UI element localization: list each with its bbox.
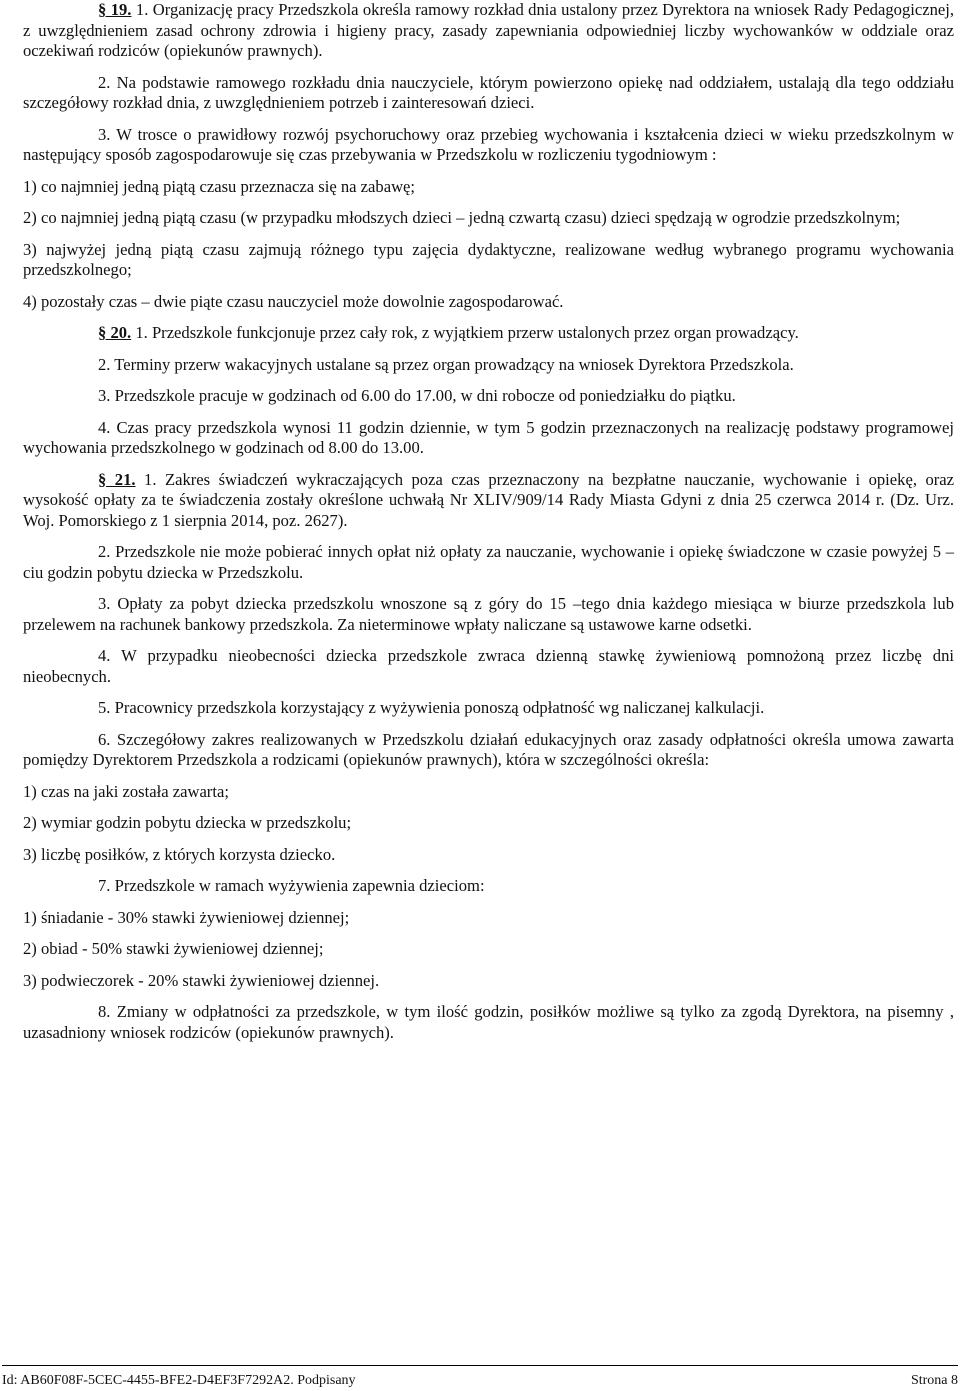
paragraph-20-4: 4. Czas pracy przedszkola wynosi 11 godzin dziennie, w tym 5 godzin przeznaczonych na realizację podstawy programowej wychowania przedszkolnego w godzinach od 8.00 do 13.00.: [23, 417, 954, 457]
paragraph-19-2: 2. Na podstawie ramowego rozkładu dnia nauczyciele, którym powierzono opiekę nad oddziałem, ustalają dla tego oddziału szczegółowy rozkład dnia, z uwzględnieniem potrzeb i zainteresowań dzieci.: [23, 72, 954, 112]
paragraph-21-7: 7. Przedszkole w ramach wyżywienia zapewnia dzieciom:: [98, 876, 485, 895]
paragraph-19-3: 3. W trosce o prawidłowy rozwój psychoruchowy oraz przebieg wychowania i kształcenia dzieci w wieku przedszkolnym w następujący sposób zagospodarowuje się czas przebywania w Przedszkolu w rozliczeniu tygodniowym :: [23, 124, 954, 164]
list-item-21-6-3: 3) liczbę posiłków, z których korzysta dziecko.: [23, 844, 336, 864]
paragraph-21-5: 5. Pracownicy przedszkola korzystający z wyżywienia ponoszą odpłatność wg naliczanej kalkulacji.: [98, 698, 765, 717]
page-footer: [2, 1365, 958, 1389]
paragraph-20-3: 3. Przedszkole pracuje w godzinach od 6.00 do 17.00, w dni robocze od poniedziałku do piątku.: [98, 386, 736, 405]
list-item-19-3-4: 4) pozostały czas – dwie piąte czasu nauczyciel może dowolnie zagospodarować.: [23, 291, 564, 311]
paragraph-21-1: [23, 470, 954, 532]
list-item-19-3-3: 3) najwyżej jedną piątą czasu zajmują różnego typu zajęcia dydaktyczne, realizowane według wybranego programu wychowania przedszkolnego;: [23, 239, 954, 279]
document-page: [23, 0, 954, 1043]
paragraph-19-1: [23, 0, 954, 62]
paragraph-21-4: 4. W przypadku nieobecności dziecka przedszkole zwraca dzienną stawkę żywieniową pomnożoną przez liczbę dni nieobecnych.: [23, 646, 954, 686]
section-number-19: § 19.: [98, 0, 132, 19]
paragraph-21-8: 8. Zmiany w odpłatności za przedszkole, w tym ilość godzin, posiłków możliwe są tylko za zgodą Dyrektora, na pisemny , uzasadniony wniosek rodziców (opiekunów prawnych).: [23, 1002, 954, 1042]
paragraph-21-3: 3. Opłaty za pobyt dziecka przedszkolu wnoszone są z góry do 15 –tego dnia każdego miesiąca w biurze przedszkola lub przelewem na rachunek bankowy przedszkola. Za nieterminowe wpłaty naliczane są ustawowe karne odsetki.: [23, 594, 954, 634]
paragraph-text: 1. Zakres świadczeń wykraczających poza czas przeznaczony na bezpłatne nauczanie, wychowanie i opiekę, oraz wysokość opłaty za te świadczenia zostały określone uchwałą Nr XLIV/909/14 Rady Miasta Gdyni z dnia 25 czerwca 2014 r. (Dz. Urz. Woj. Pomorskiego z 1 sierpnia 2014, poz. 2627).: [23, 469, 955, 530]
list-item-21-7-2: 2) obiad - 50% stawki żywieniowej dziennej;: [23, 939, 324, 958]
paragraph-20-1: [23, 323, 954, 344]
paragraph-21-6: 6. Szczegółowy zakres realizowanych w Przedszkolu działań edukacyjnych oraz zasady odpłatności określa umowa zawarta pomiędzy Dyrektorem Przedszkola a rodzicami (opiekunów prawnych), która w szczególności określa:: [23, 729, 954, 769]
list-item-21-7-1: 1) śniadanie - 30% stawki żywieniowej dziennej;: [23, 907, 350, 927]
paragraph-20-2: 2. Terminy przerw wakacyjnych ustalane są przez organ prowadzący na wniosek Dyrektora Przedszkola.: [98, 354, 794, 374]
paragraph-21-2: 2. Przedszkole nie może pobierać innych opłat niż opłaty za nauczanie, wychowanie i opiekę świadczone w czasie powyżej 5 – ciu godzin pobytu dziecka w Przedszkolu.: [23, 542, 954, 582]
list-item-21-6-2: 2) wymiar godzin pobytu dziecka w przedszkolu;: [23, 813, 352, 832]
list-item-21-6-1: 1) czas na jaki została zawarta;: [23, 781, 229, 801]
page-number: Strona 8: [910, 1373, 958, 1388]
paragraph-text: 1. Przedszkole funkcjonuje przez cały rok, z wyjątkiem przerw ustalonych przez organ prowadzący.: [135, 323, 799, 342]
section-number-21: § 21.: [98, 469, 136, 489]
list-item-19-3-1: 1) co najmniej jedną piątą czasu przeznacza się na zabawę;: [23, 176, 416, 196]
section-number-20: § 20.: [98, 323, 132, 342]
list-item-19-3-2: 2) co najmniej jedną piątą czasu (w przypadku młodszych dzieci – jedną czwartą czasu) dzieci spędzają w ogrodzie przedszkolnym;: [23, 208, 901, 227]
list-item-21-7-3: 3) podwieczorek - 20% stawki żywieniowej dziennej.: [23, 970, 380, 990]
document-id: Id: AB60F08F-5CEC-4455-BFE2-D4EF3F7292A2. Podpisany: [2, 1373, 356, 1388]
paragraph-text: 1. Organizację pracy Przedszkola określa ramowy rozkład dnia ustalony przez Dyrektora na wniosek Rady Pedagogicznej, z uwzględnieniem zasad ochrony zdrowia i higieny pracy, zasady zapewniania odpowiedniej liczby wychowanków w oddziale oraz oczekiwań rodziców (opiekunów prawnych).: [23, 0, 954, 60]
